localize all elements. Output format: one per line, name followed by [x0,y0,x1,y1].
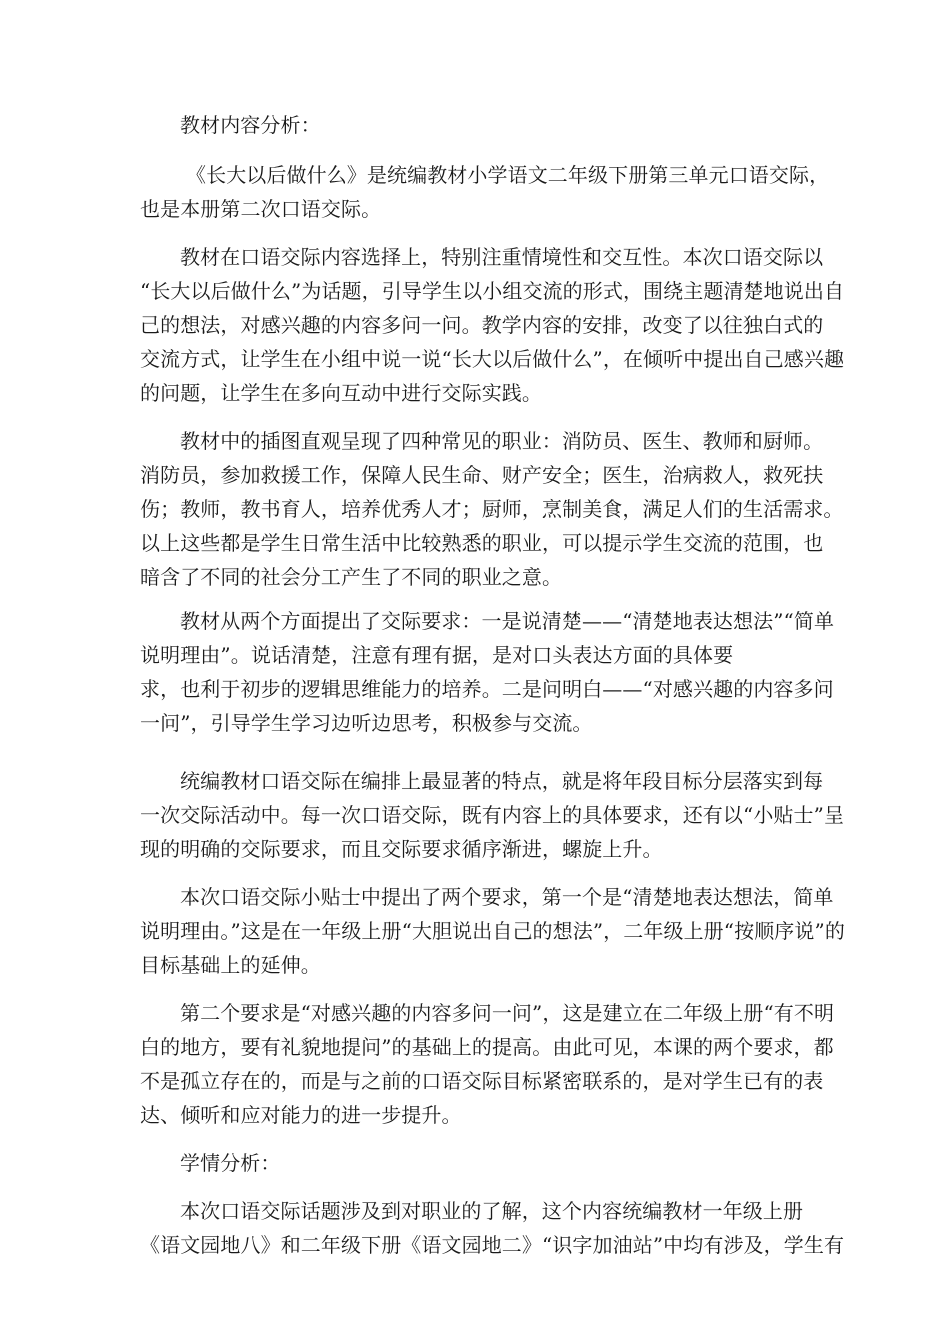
paragraph-line: 以上这些都是学生日常生活中比较熟悉的职业，可以提示学生交流的范围，也 [140,531,824,555]
paragraph-line: 己的想法，对感兴趣的内容多问一问。教学内容的安排，改变了以往独白式的 [140,313,824,337]
paragraph-line: 教材在口语交际内容选择上，特别注重情境性和交互性。本次口语交际以 [180,245,824,269]
paragraph-line: “长大以后做什么”为话题，引导学生以小组交流的形式，围绕主题清楚地说出自 [140,279,845,303]
paragraph-line: 也是本册第二次口语交际。 [140,197,382,221]
paragraph-line: 一问”，引导学生学习边听边思考，积极参与交流。 [140,711,593,735]
paragraph-line: 消防员，参加救援工作，保障人民生命、财产安全；医生，治病救人，救死扶 [140,463,824,487]
paragraph-line: 伤；教师，教书育人，培养优秀人才；厨师，烹制美食，满足人们的生活需求。 [140,497,844,521]
paragraph-line: 不是孤立存在的，而是与之前的口语交际目标紧密联系的，是对学生已有的表 [140,1069,824,1093]
paragraph-line: 第二个要求是“对感兴趣的内容多问一问”，这是建立在二年级上册“有不明 [180,1001,835,1025]
paragraph-line: 一次交际活动中。每一次口语交际，既有内容上的具体要求，还有以“小贴士”呈 [140,803,845,827]
paragraph-line: 求，也利于初步的逻辑思维能力的培养。二是问明白——“对感兴趣的内容多问 [140,677,834,701]
paragraph-line: 达、倾听和应对能力的进一步提升。 [140,1103,462,1127]
paragraph-line: 暗含了不同的社会分工产生了不同的职业之意。 [140,565,563,589]
paragraph-line: 的问题，让学生在多向互动中进行交际实践。 [140,381,542,405]
paragraph-line: 交流方式，让学生在小组中说一说“长大以后做什么”，在倾听中提出自己感兴趣 [140,347,845,371]
paragraph-line: 现的明确的交际要求，而且交际要求循序渐进，螺旋上升。 [140,837,663,861]
paragraph-line: 目标基础上的延伸。 [140,953,321,977]
paragraph-line: 本次口语交际话题涉及到对职业的了解，这个内容统编教材一年级上册 [180,1199,804,1223]
paragraph-line: 《长大以后做什么》是统编教材小学语文二年级下册第三单元口语交际， [186,163,830,187]
heading-student-analysis: 学情分析： [180,1151,281,1175]
paragraph-line: 说明理由。”这是在一年级上册“大胆说出自己的想法”，二年级上册“按顺序说”的 [140,919,845,943]
paragraph-line: 本次口语交际小贴士中提出了两个要求，第一个是“清楚地表达想法，简单 [180,885,834,909]
heading-material-analysis: 教材内容分析： [180,113,321,137]
paragraph-line: 白的地方，要有礼貌地提问”的基础上的提高。由此可见，本课的两个要求，都 [140,1035,834,1059]
paragraph-line: 统编教材口语交际在编排上最显著的特点，就是将年段目标分层落实到每 [180,769,824,793]
paragraph-line: 教材中的插图直观呈现了四种常见的职业：消防员、医生、教师和厨师。 [180,429,824,453]
paragraph-line: 《语文园地八》和二年级下册《语文园地二》“识字加油站”中均有涉及，学生有 [140,1233,845,1257]
paragraph-line: 教材从两个方面提出了交际要求：一是说清楚——“清楚地表达想法”“简单 [180,609,835,633]
paragraph-line: 说明理由”。说话清楚，注意有理有据，是对口头表达方面的具体要 [140,643,734,667]
